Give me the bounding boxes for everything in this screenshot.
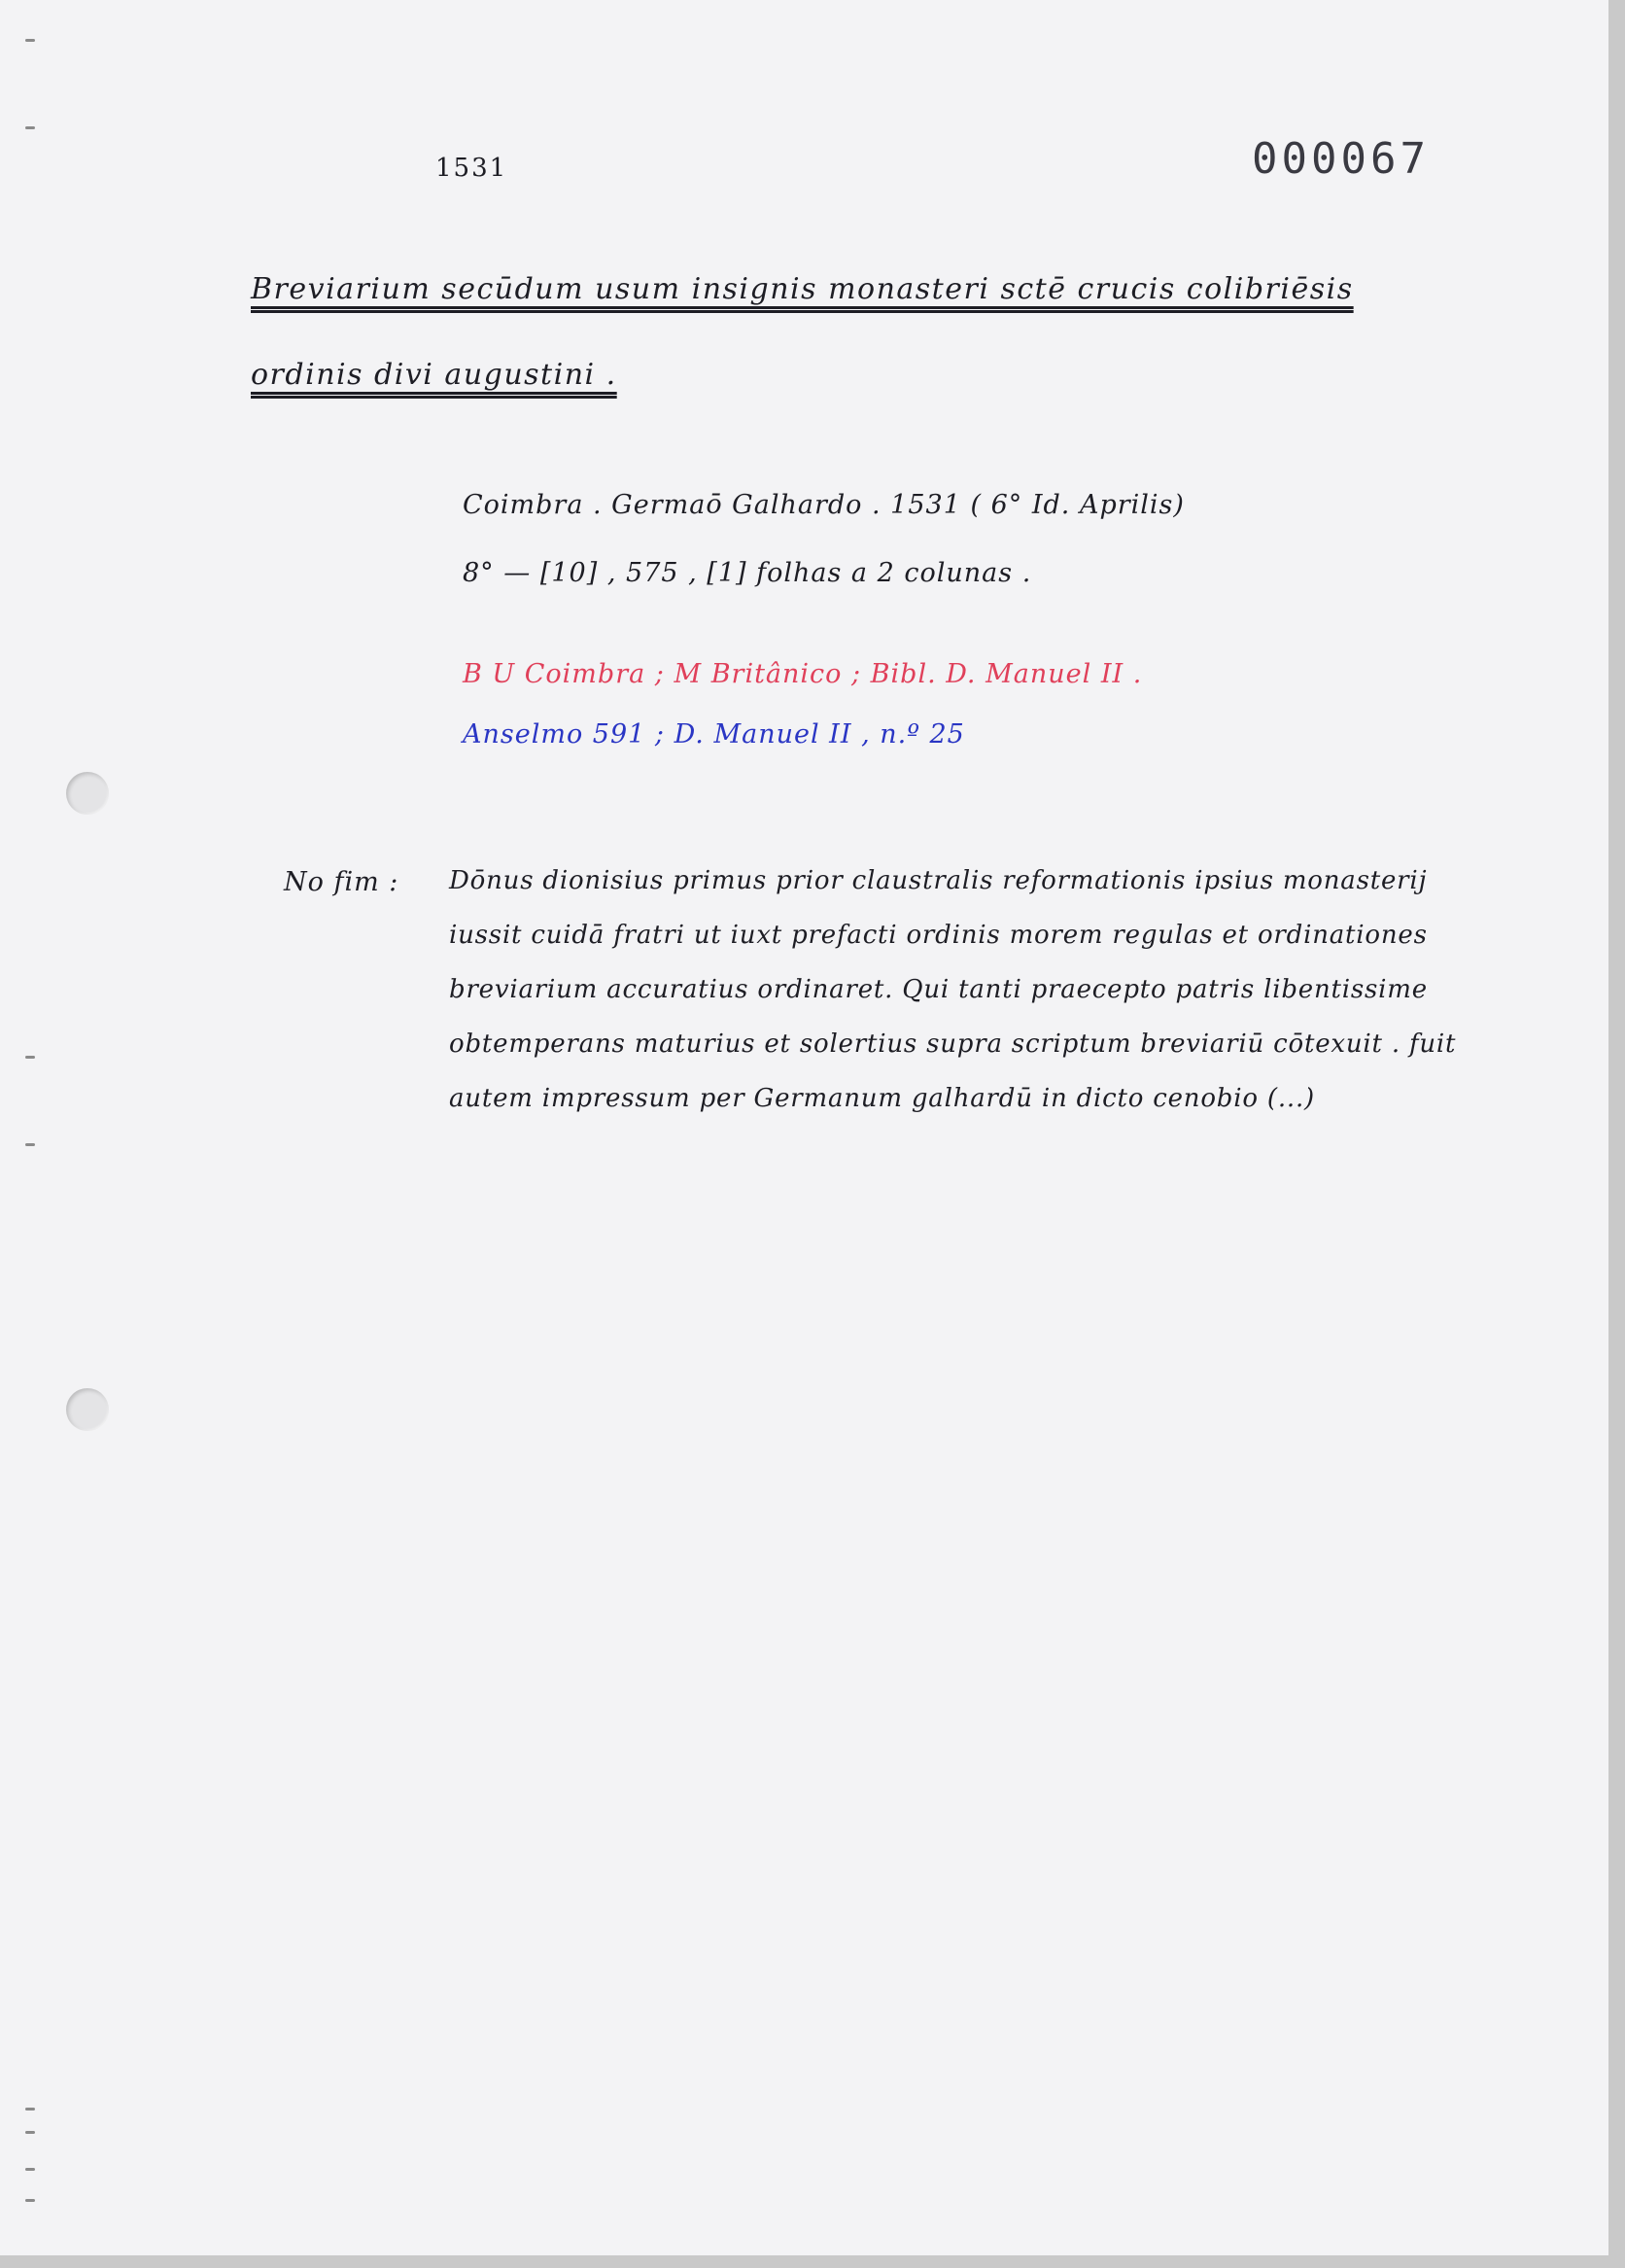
colophon-label: No fim :: [284, 867, 399, 897]
edge-mark: [25, 2108, 35, 2111]
reference-number: 000067: [1252, 134, 1430, 184]
edge-mark: [25, 1143, 35, 1146]
edge-mark: [25, 2131, 35, 2134]
colophon-line: obtemperans maturius et solertius supra scriptum breviariū cōtexuit . fuit: [449, 1029, 1457, 1059]
title-line-2: ordinis divi augustini .: [251, 358, 617, 392]
edge-mark: [25, 126, 35, 129]
colophon-line: iussit cuidā fratri ut iuxt prefacti ordinis morem regulas et ordinationes: [449, 921, 1428, 950]
colophon-line: autem impressum per Germanum galhardū in dicto cenobio (...): [449, 1084, 1315, 1113]
title-line-1: Breviarium secūdum usum insignis monasteri sctē crucis colibriēsis: [251, 272, 1354, 306]
edge-mark: [25, 39, 35, 42]
punch-hole-lower: [66, 1388, 109, 1431]
edge-mark: [25, 2199, 35, 2202]
year-heading: 1531: [435, 154, 508, 183]
imprint-line: Coimbra . Germaō Galhardo . 1531 ( 6° Id. Aprilis): [463, 490, 1185, 520]
punch-hole-upper: [66, 772, 109, 815]
colophon-line: Dōnus dionisius primus prior claustralis reformationis ipsius monasterij: [449, 866, 1428, 895]
edge-mark: [25, 2168, 35, 2171]
holding-libraries: B U Coimbra ; M Britânico ; Bibl. D. Manuel II .: [463, 659, 1143, 689]
edge-mark: [25, 1056, 35, 1059]
catalogue-references: Anselmo 591 ; D. Manuel II , n.º 25: [463, 719, 965, 750]
colophon-text: [449, 863, 1538, 1135]
colophon-line: breviarium accuratius ordinaret. Qui tanti praecepto patris libentissime: [449, 975, 1428, 1004]
collation-line: 8° — [10] , 575 , [1] folhas a 2 colunas .: [463, 558, 1032, 588]
